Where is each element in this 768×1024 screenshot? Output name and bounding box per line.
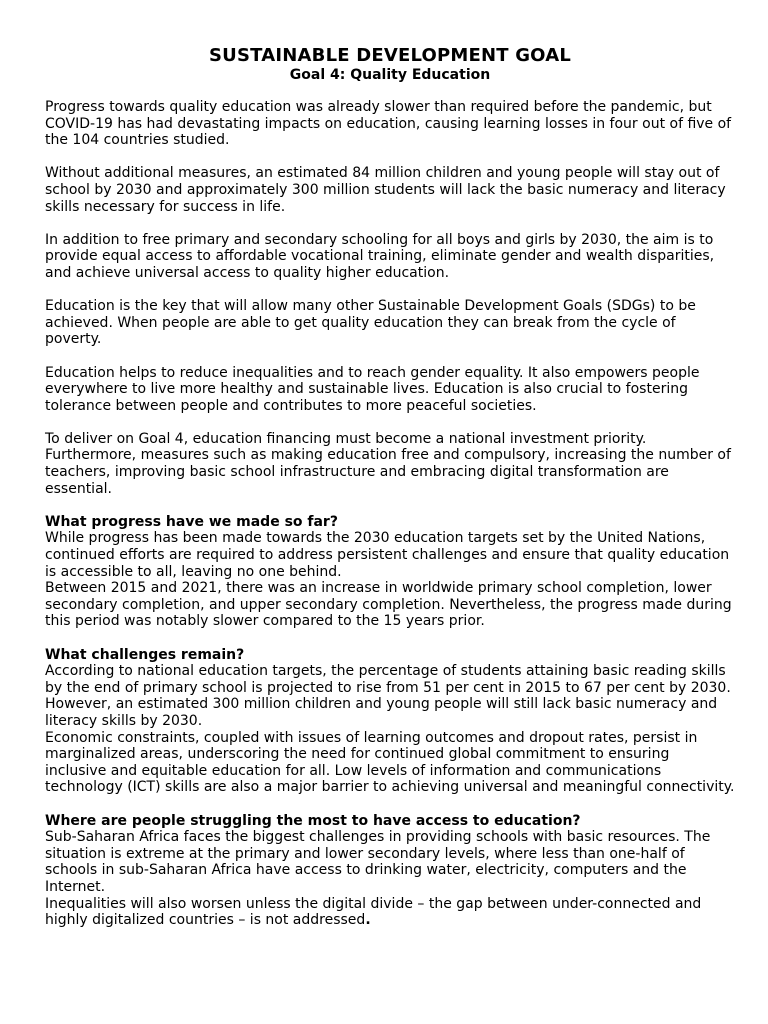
intro-paragraph: Progress towards quality education was already slower than required before the pandemic, but COVID-19 has had devastating impacts on education, causing learning losses in four out of five of the 104 countries studied.: [45, 99, 732, 149]
section-paragraph: While progress has been made towards the 2030 education targets set by the United Nations, continued efforts are required to address persistent challenges and ensure that quality education is accessible to all, leaving no one behind.: [45, 530, 730, 580]
intro-paragraph: Education helps to reduce inequalities and to reach gender equality. It also empowers people everywhere to live more healthy and sustainable lives. Education is also crucial to fostering tolerance between people and contributes to more peaceful societies.: [45, 364, 700, 414]
section-heading: Where are people struggling the most to have access to education?: [45, 812, 581, 829]
struggling-section: [45, 813, 735, 929]
intro-paragraph: To deliver on Goal 4, education financing must become a national investment priority. Furthermore, measures such as making education free and compulsory, increasing the number of teachers, improving basic school infrastructure and embracing digital transformation are essential.: [45, 430, 731, 497]
section-heading: What challenges remain?: [45, 646, 245, 663]
section-paragraph: Between 2015 and 2021, there was an increase in worldwide primary school completion, lower secondary completion, and upper secondary completion. Nevertheless, the progress made during this period was notably slower compared to the 15 years prior.: [45, 580, 732, 630]
progress-section: [45, 514, 735, 630]
final-paragraph-text: Inequalities will also worsen unless the digital divide – the gap between under-connected and highly digitalized countries – is not addressed: [45, 895, 702, 929]
intro-paragraph: In addition to free primary and secondary schooling for all boys and girls by 2030, the aim is to provide equal access to affordable vocational training, eliminate gender and wealth disparities, and achieve universal access to quality higher education.: [45, 231, 715, 281]
intro-paragraph: Education is the key that will allow many other Sustainable Development Goals (SDGs) to be achieved. When people are able to get quality education they can break from the cycle of poverty.: [45, 298, 696, 348]
intro-section: [45, 99, 735, 497]
section-paragraph: Economic constraints, coupled with issues of learning outcomes and dropout rates, persist in marginalized areas, underscoring the need for continued global commitment to ensuring inclusive and equitable education for all. Low levels of information and communications technology (ICT) skills are also a major barrier to achieving universal and meaningful connectivity.: [45, 729, 735, 796]
challenges-section: [45, 647, 735, 796]
intro-paragraph: Without additional measures, an estimated 84 million children and young people will stay out of school by 2030 and approximately 300 million students will lack the basic numeracy and literacy skills necessary for success in life.: [45, 165, 726, 215]
final-period: .: [365, 912, 371, 929]
section-heading: What progress have we made so far?: [45, 513, 338, 530]
section-paragraph: Sub-Saharan Africa faces the biggest challenges in providing schools with basic resources. The situation is extreme at the primary and lower secondary levels, where less than one-half of schools in sub-Saharan Africa have access to drinking water, electricity, computers and the Internet.: [45, 829, 711, 895]
section-paragraph-final: [45, 896, 735, 929]
document-title: SUSTAINABLE DEVELOPMENT GOAL: [209, 45, 571, 66]
section-paragraph: According to national education targets, the percentage of students attaining basic reading skills by the end of primary school is projected to rise from 51 per cent in 2015 to 67 per cent by 2030. However, an estimated 300 million children and young people will still lack basic numeracy and literacy skills by 2030.: [45, 663, 731, 729]
document-subtitle: Goal 4: Quality Education: [289, 67, 491, 83]
document-page: [45, 45, 735, 945]
